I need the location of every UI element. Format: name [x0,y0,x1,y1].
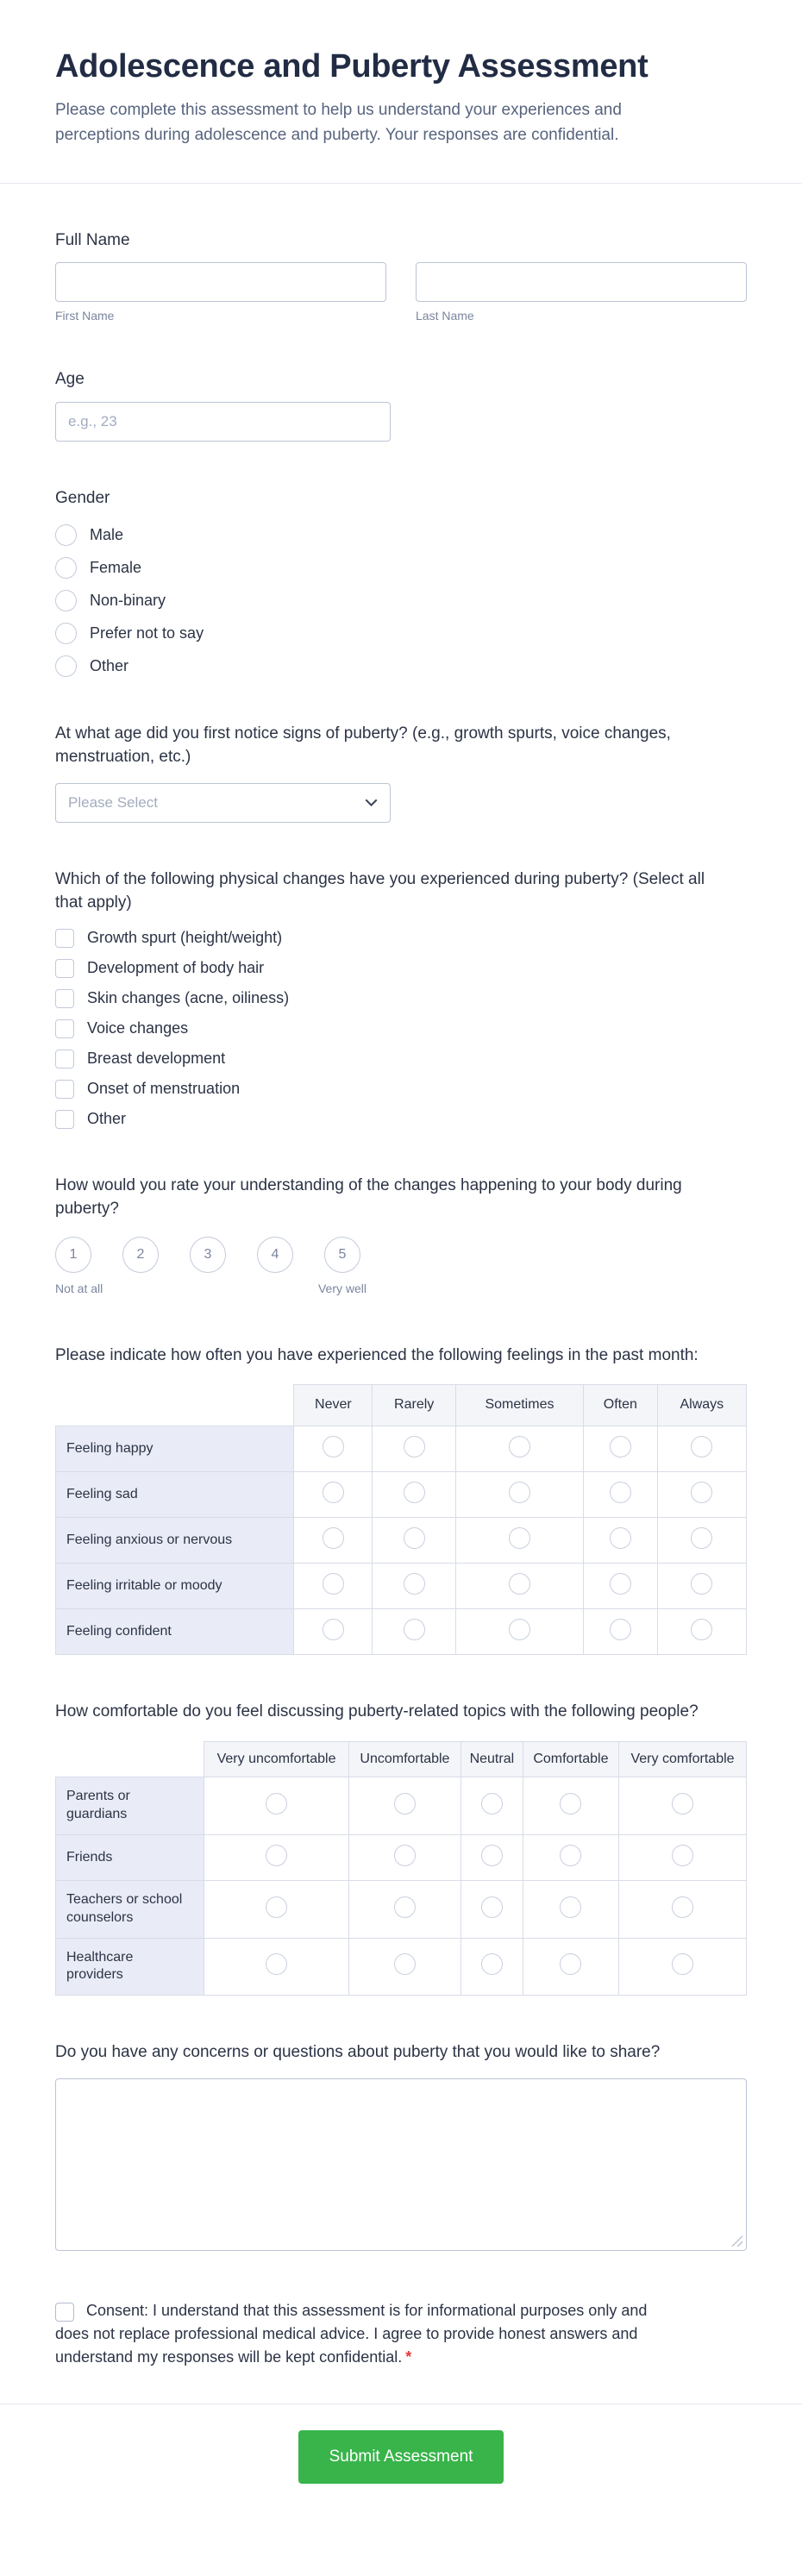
physical-change-options [55,929,747,1129]
matrix-cell[interactable] [523,1938,618,1996]
radio-icon[interactable] [509,1436,530,1457]
matrix-column-header: Uncomfortable [348,1741,461,1777]
checkbox-icon[interactable] [55,1019,74,1038]
matrix-row-label: Parents or guardians [56,1777,204,1835]
matrix-cell[interactable] [584,1564,658,1609]
matrix-row-label: Feeling sad [56,1472,294,1518]
scale-option[interactable]: 3 [190,1237,226,1273]
checkbox-icon[interactable] [55,1050,74,1069]
radio-icon[interactable] [560,1896,581,1918]
matrix-cell[interactable] [294,1609,373,1655]
matrix-row-label: Feeling confident [56,1609,294,1655]
matrix-row-label: Feeling irritable or moody [56,1564,294,1609]
matrix-cell[interactable] [348,1881,461,1939]
radio-icon[interactable] [691,1573,712,1595]
radio-icon[interactable] [509,1573,530,1595]
matrix-column-header: Very uncomfortable [204,1741,349,1777]
matrix-column-header: Always [657,1385,746,1426]
matrix-cell[interactable] [373,1564,456,1609]
matrix-row-label: Feeling happy [56,1426,294,1472]
radio-icon[interactable] [394,1793,416,1814]
gender-option[interactable] [55,590,747,611]
consent-checkbox[interactable] [55,2303,74,2322]
physical-change-option[interactable] [55,929,747,948]
matrix-column-header: Rarely [373,1385,456,1426]
scale-labels [55,1280,747,1299]
matrix-cell[interactable] [294,1472,373,1518]
matrix-cell[interactable] [348,1777,461,1835]
matrix-column-header: Often [584,1385,658,1426]
radio-icon[interactable] [266,1896,287,1918]
matrix-cell[interactable] [373,1518,456,1564]
radio-icon[interactable] [509,1482,530,1503]
first-name-field [55,262,386,323]
question-label: How comfortable do you feel discussing puberty-related topics with the following people? [55,1702,699,1721]
physical-change-option[interactable] [55,1050,747,1069]
matrix-cell[interactable] [657,1518,746,1564]
scale-option[interactable]: 4 [257,1237,293,1273]
form-header [55,48,747,148]
matrix-cell[interactable] [657,1609,746,1655]
radio-icon[interactable] [323,1482,344,1503]
radio-icon[interactable] [610,1573,631,1595]
puberty-age-select[interactable] [55,783,391,823]
matrix-cell[interactable] [373,1426,456,1472]
scale-option[interactable]: 1 [55,1237,91,1273]
question-label: How would you rate your understanding of the changes happening to your body during puberty? [55,1175,682,1219]
matrix-cell[interactable] [204,1938,349,1996]
textarea-wrap [55,2078,747,2251]
physical-change-option[interactable] [55,959,747,978]
radio-icon[interactable] [481,1793,503,1814]
matrix-cell[interactable] [619,1881,747,1939]
matrix-header-row [56,1741,747,1777]
matrix-column-header: Sometimes [455,1385,583,1426]
question-full-name [55,229,747,323]
matrix-cell[interactable] [373,1472,456,1518]
matrix-corner-cell [56,1741,204,1777]
physical-change-option-label: Growth spurt (height/weight) [87,929,283,947]
matrix-cell[interactable] [455,1472,583,1518]
understanding-scale [55,1237,747,1299]
comfort-matrix [55,1741,747,1996]
physical-change-option-label: Skin changes (acne, oiliness) [87,989,290,1007]
matrix-row [56,1938,747,1996]
physical-change-option-label: Breast development [87,1050,226,1068]
scale-option[interactable]: 5 [324,1237,360,1273]
radio-icon[interactable] [610,1436,631,1457]
radio-icon[interactable] [610,1619,631,1640]
chevron-down-icon [365,799,378,806]
radio-icon[interactable] [266,1953,287,1975]
question-gender [55,486,747,677]
radio-icon[interactable] [481,1896,503,1918]
question-physical-changes [55,868,747,1129]
name-row [55,262,747,323]
radio-icon[interactable] [55,557,77,579]
form-title: Adolescence and Puberty Assessment [55,48,648,85]
matrix-cell[interactable] [455,1426,583,1472]
matrix-cell[interactable] [294,1564,373,1609]
last-name-field [416,262,747,323]
question-age [55,367,747,442]
physical-change-option[interactable] [55,1080,747,1099]
question-comfort-matrix [55,1700,747,1996]
matrix-cell[interactable] [657,1564,746,1609]
concerns-textarea[interactable] [55,2078,747,2251]
matrix-column-header: Neutral [461,1741,523,1777]
radio-icon[interactable] [509,1527,530,1549]
matrix-row [56,1777,747,1835]
question-feelings-matrix [55,1344,747,1655]
matrix-cell[interactable] [204,1777,349,1835]
radio-icon[interactable] [55,623,77,644]
matrix-cell[interactable] [204,1881,349,1939]
matrix-row [56,1881,747,1939]
matrix-cell[interactable] [619,1938,747,1996]
radio-icon[interactable] [55,655,77,677]
matrix-cell[interactable] [204,1835,349,1881]
radio-icon[interactable] [672,1953,693,1975]
radio-icon[interactable] [691,1527,712,1549]
gender-option-label: Male [90,525,124,543]
submit-row [55,2430,747,2484]
matrix-row [56,1518,747,1564]
matrix-cell[interactable] [455,1518,583,1564]
radio-icon[interactable] [610,1527,631,1549]
checkbox-icon[interactable] [55,989,74,1008]
age-input[interactable] [55,402,391,442]
radio-icon[interactable] [672,1845,693,1866]
physical-change-option-label: Voice changes [87,1019,189,1037]
question-label: Please indicate how often you have experienced the following feelings in the past month: [55,1345,699,1364]
question-label: Age [55,370,85,389]
radio-icon[interactable] [323,1436,344,1457]
scale-min-label: Not at all [55,1281,103,1295]
checkbox-icon[interactable] [55,1080,74,1099]
submit-button[interactable]: Submit Assessment [298,2430,504,2484]
matrix-header-row [56,1385,747,1426]
radio-icon[interactable] [560,1953,581,1975]
radio-icon[interactable] [672,1896,693,1918]
radio-icon[interactable] [560,1845,581,1866]
matrix-cell[interactable] [294,1426,373,1472]
checkbox-icon[interactable] [55,929,74,948]
physical-change-option-label: Other [87,1110,127,1128]
matrix-row-label: Teachers or school counselors [56,1881,204,1939]
header-divider [0,183,802,184]
physical-change-option[interactable] [55,989,747,1008]
matrix-row-label: Friends [56,1835,204,1881]
matrix-cell[interactable] [348,1835,461,1881]
radio-icon[interactable] [691,1436,712,1457]
question-understanding [55,1174,747,1299]
physical-change-option-label: Development of body hair [87,959,265,977]
matrix-cell[interactable] [619,1777,747,1835]
radio-icon[interactable] [404,1573,425,1595]
radio-icon[interactable] [691,1619,712,1640]
radio-icon[interactable] [672,1793,693,1814]
radio-icon[interactable] [509,1619,530,1640]
gender-option[interactable] [55,557,747,579]
radio-icon[interactable] [394,1896,416,1918]
consent-field [55,2299,650,2369]
radio-icon[interactable] [394,1845,416,1866]
matrix-cell[interactable] [461,1881,523,1939]
first-name-sublabel: First Name [55,309,115,323]
question-label: Do you have any concerns or questions about puberty that you would like to share? [55,2043,661,2062]
radio-icon[interactable] [55,590,77,611]
radio-icon[interactable] [481,1953,503,1975]
matrix-1-table [55,1384,747,1655]
radio-icon[interactable] [404,1436,425,1457]
gender-option[interactable] [55,524,747,546]
scale-max-label: Very well [317,1281,367,1295]
matrix-cell[interactable] [455,1609,583,1655]
matrix-column-header: Comfortable [523,1741,618,1777]
question-puberty-age [55,722,747,823]
matrix-cell[interactable] [461,1938,523,1996]
radio-icon[interactable] [323,1573,344,1595]
radio-icon[interactable] [266,1845,287,1866]
gender-option[interactable] [55,655,747,677]
physical-change-option[interactable] [55,1110,747,1129]
matrix-cell[interactable] [523,1835,618,1881]
matrix-cell[interactable] [584,1426,658,1472]
gender-options [55,524,747,677]
radio-icon[interactable] [481,1845,503,1866]
matrix-cell[interactable] [619,1835,747,1881]
gender-option-label: Female [90,558,142,576]
matrix-cell[interactable] [373,1609,456,1655]
gender-option-label: Other [90,656,129,674]
matrix-row [56,1472,747,1518]
radio-icon[interactable] [323,1619,344,1640]
matrix-cell[interactable] [584,1472,658,1518]
radio-icon[interactable] [266,1793,287,1814]
checkbox-icon[interactable] [55,1110,74,1129]
matrix-cell[interactable] [294,1518,373,1564]
radio-icon[interactable] [404,1482,425,1503]
radio-icon[interactable] [404,1619,425,1640]
physical-change-option[interactable] [55,1019,747,1038]
matrix-row [56,1564,747,1609]
matrix-cell[interactable] [523,1881,618,1939]
radio-icon[interactable] [691,1482,712,1503]
matrix-cell[interactable] [584,1518,658,1564]
scale-option[interactable]: 2 [122,1237,159,1273]
matrix-column-header: Very comfortable [619,1741,747,1777]
matrix-cell[interactable] [657,1426,746,1472]
matrix-cell[interactable] [657,1472,746,1518]
select-placeholder: Please Select [68,793,158,811]
gender-option-label: Prefer not to say [90,624,204,642]
question-label: At what age did you first notice signs of puberty? (e.g., growth spurts, voice changes, menstruation, etc.) [55,724,671,767]
feelings-matrix [55,1384,747,1655]
gender-option-label: Non-binary [90,591,166,609]
matrix-column-header: Never [294,1385,373,1426]
last-name-sublabel: Last Name [416,309,474,323]
checkbox-icon[interactable] [55,959,74,978]
last-name-input[interactable] [416,262,747,302]
matrix-row-label: Healthcare providers [56,1938,204,1996]
matrix-row [56,1609,747,1655]
gender-option[interactable] [55,623,747,644]
question-label: Full Name [55,230,130,249]
physical-change-option-label: Onset of menstruation [87,1080,241,1098]
matrix-cell[interactable] [523,1777,618,1835]
required-asterisk: * [405,2347,412,2366]
radio-icon[interactable] [323,1527,344,1549]
question-label: Gender [55,488,110,507]
matrix-cell[interactable] [461,1835,523,1881]
radio-icon[interactable] [55,524,77,546]
radio-icon[interactable] [394,1953,416,1975]
matrix-cell[interactable] [584,1609,658,1655]
matrix-cell[interactable] [348,1938,461,1996]
matrix-cell[interactable] [461,1777,523,1835]
matrix-row-label: Feeling anxious or nervous [56,1518,294,1564]
form-subtitle: Please complete this assessment to help us understand your experiences and perceptions during adolescence and puberty. Your responses are confidential. [55,101,622,145]
question-concerns [55,2040,747,2251]
first-name-input[interactable] [55,262,386,302]
matrix-row [56,1835,747,1881]
matrix-2-table [55,1741,747,1996]
radio-icon[interactable] [404,1527,425,1549]
matrix-cell[interactable] [455,1564,583,1609]
radio-icon[interactable] [560,1793,581,1814]
question-label: Which of the following physical changes have you experienced during puberty? (Select all that apply) [55,869,705,912]
radio-icon[interactable] [610,1482,631,1503]
matrix-row [56,1426,747,1472]
consent-text: Consent: I understand that this assessment is for informational purposes only and does not replace professional medical advice. I agree to provide honest answers and understand my responses will be kept confidential. [55,2301,648,2366]
matrix-corner-cell [56,1385,294,1426]
scale-options [55,1237,747,1273]
